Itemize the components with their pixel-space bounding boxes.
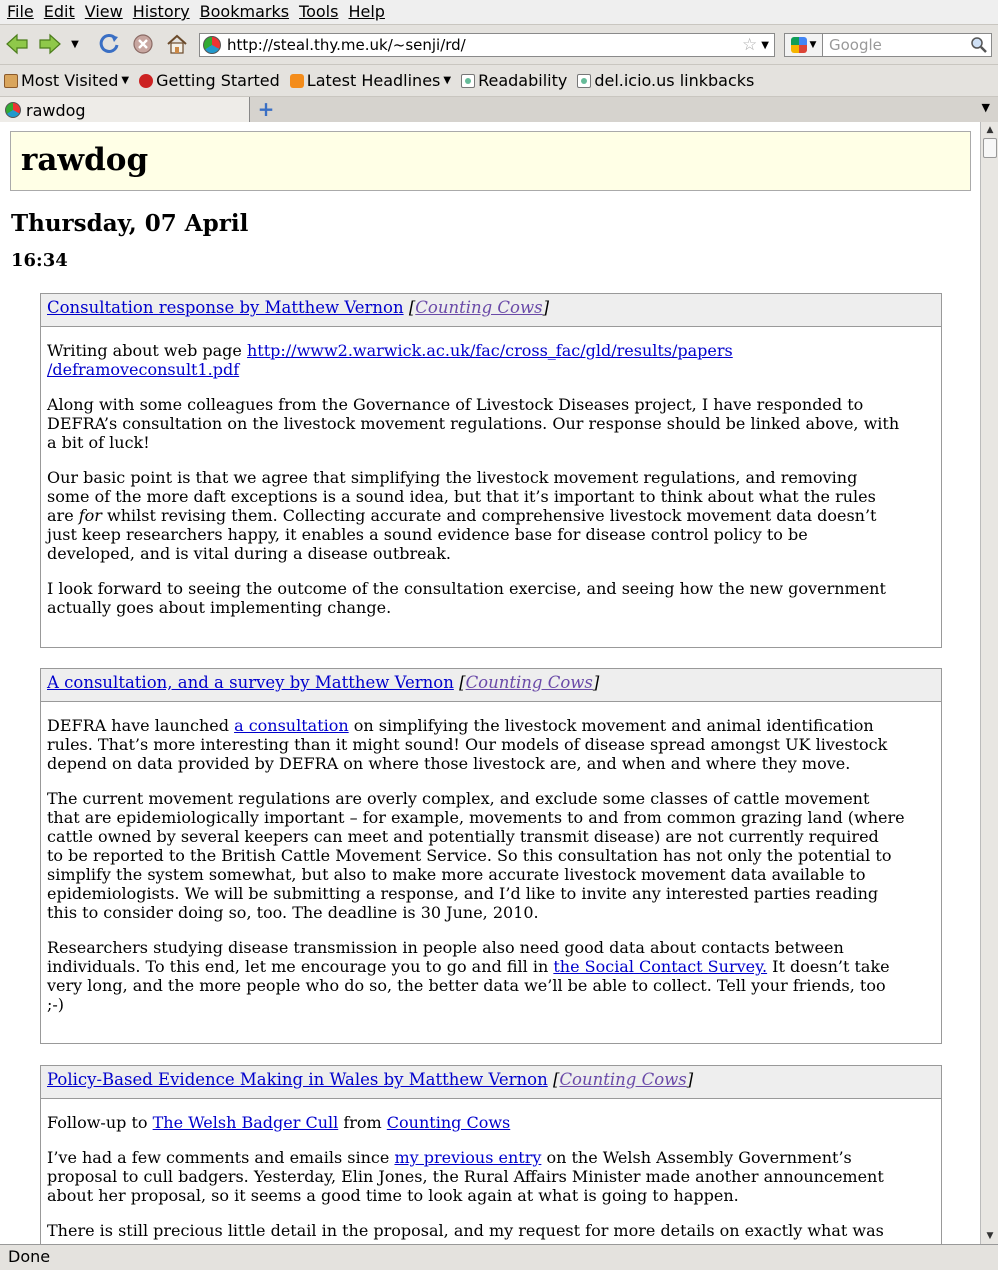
item-text: Writing about web page — [47, 341, 247, 360]
item-text: individuals. To this end, let me encourage you to go and fill in — [47, 957, 554, 976]
social-contact-survey-link[interactable]: the Social Contact Survey. — [553, 957, 768, 976]
item-body — [41, 1099, 941, 1240]
item-text: There is still precious little detail in the proposal, and my request for more details on exactly what was — [47, 1221, 884, 1240]
item-text: some of the more daft exceptions is a sound idea, but that it’s important to think about what the rules — [47, 487, 876, 506]
item-text: cattle owned by several keepers can meet and potentially transmit disease) are not currently required — [47, 827, 879, 846]
status-bar — [0, 1244, 998, 1270]
feed-bracket-open: [ — [459, 673, 466, 692]
item-text: DEFRA’s consultation on the livestock movement regulations. Our response should be linked above, with — [47, 414, 900, 433]
reload-icon — [98, 33, 120, 55]
bookmark-label: Latest Headlines — [306, 71, 441, 90]
forward-button[interactable] — [37, 31, 63, 57]
item-text: whilst revising them. Collecting accurate and comprehensive livestock movement data doesn’t — [101, 506, 877, 525]
tab-list-button[interactable] — [982, 101, 990, 114]
item-text: about her proposal, so it seems a good time to look again at what is going to happen. — [47, 1186, 739, 1205]
item-paragraph — [47, 716, 935, 773]
url-bar[interactable] — [199, 33, 775, 57]
search-input[interactable] — [827, 35, 970, 55]
navigation-toolbar — [0, 24, 998, 64]
page-header — [10, 131, 971, 191]
item-text: to be reported to the British Cattle Movement Service. So this consultation has not only the potential to — [47, 846, 892, 865]
item-paragraph — [47, 1148, 935, 1205]
item-text: on the Welsh Assembly Government’s — [541, 1148, 852, 1167]
menu-help-label: Help — [348, 2, 385, 21]
item-body — [41, 327, 941, 617]
item-paragraph — [47, 1113, 935, 1132]
page-viewport — [0, 122, 980, 1244]
item-paragraph — [47, 395, 935, 452]
bookmarks-toolbar — [0, 64, 998, 96]
menu-file[interactable] — [2, 1, 39, 23]
item-body — [41, 702, 941, 1014]
feed-bracket-close: ] — [686, 1070, 694, 1089]
reload-button[interactable] — [96, 31, 122, 57]
menu-view[interactable] — [80, 1, 128, 23]
feed-bracket-open: [ — [553, 1070, 560, 1089]
item-title-link[interactable]: A consultation, and a survey by Matthew Vernon — [47, 673, 454, 692]
stop-icon — [132, 33, 154, 55]
bookmark-label: Readability — [478, 71, 568, 90]
feed-name-link[interactable]: Counting Cows — [465, 673, 593, 692]
tab-rawdog[interactable] — [0, 97, 250, 123]
item-text: developed, and is vital during a disease outbreak. — [47, 544, 451, 563]
menu-edit-label: Edit — [43, 2, 75, 21]
item-text: epidemiologists. We will be submitting a response, and I’d like to invite any interested parties reading — [47, 884, 879, 903]
item-paragraph — [47, 938, 935, 1014]
bookmark-star-icon[interactable]: ☆ — [742, 35, 758, 55]
item-text: on simplifying the livestock movement and animal identification — [348, 716, 874, 735]
consultation-link[interactable]: a consultation — [234, 716, 349, 735]
item-text: rules. That’s more interesting than it might sound! Our models of disease spread amongst UK livestock — [47, 735, 888, 754]
status-text: Done — [8, 1247, 51, 1266]
back-arrow-icon — [5, 33, 29, 55]
bookmark-delicious-linkbacks[interactable] — [577, 71, 754, 90]
menu-tools-label: Tools — [299, 2, 339, 21]
plus-icon: + — [257, 97, 275, 121]
history-dropdown-button[interactable] — [66, 31, 84, 57]
item-text: Follow-up to — [47, 1113, 153, 1132]
bookmark-getting-started[interactable] — [139, 71, 280, 90]
menu-file-label: File — [7, 2, 34, 21]
site-favicon-icon — [203, 36, 221, 54]
item-text: It doesn’t take — [767, 957, 890, 976]
feed-item — [40, 293, 942, 648]
menu-history[interactable] — [128, 1, 195, 23]
menu-bookmarks[interactable] — [195, 1, 294, 23]
google-logo-icon — [791, 37, 807, 53]
menu-help[interactable] — [343, 1, 389, 23]
page-title: rawdog — [21, 142, 149, 178]
tab-label: rawdog — [26, 100, 86, 120]
search-engine-dropdown-icon: ▼ — [809, 40, 817, 50]
home-icon — [166, 33, 188, 55]
new-tab-button[interactable] — [256, 98, 276, 120]
item-text: ;-) — [47, 995, 65, 1014]
forward-arrow-icon — [38, 33, 62, 55]
item-text: that are epidemiologically important – for example, movements to and from common grazing land (where — [47, 808, 905, 827]
item-text: DEFRA have launched — [47, 716, 235, 735]
chevron-down-icon: ▼ — [981, 101, 990, 114]
previous-entry-link[interactable]: my previous entry — [394, 1148, 542, 1167]
folder-icon — [4, 74, 18, 88]
item-title-bar — [41, 1066, 941, 1099]
menubar — [0, 0, 998, 24]
menu-tools[interactable] — [294, 1, 343, 23]
bookmark-label: Getting Started — [156, 71, 280, 90]
item-text: Along with some colleagues from the Governance of Livestock Diseases project, I have responded to — [47, 395, 864, 414]
scroll-up-icon[interactable]: ▲ — [986, 125, 994, 135]
item-text: I look forward to seeing the outcome of the consultation exercise, and seeing how the new government — [47, 579, 886, 598]
day-heading: Thursday, 07 April — [11, 210, 249, 237]
menu-edit[interactable] — [39, 1, 80, 23]
item-title-bar — [41, 669, 941, 702]
web-page-link-cont[interactable]: /deframoveconsult1.pdf — [47, 360, 240, 379]
item-text: depend on data provided by DEFRA on where those livestock are, and when and where they move. — [47, 754, 851, 773]
dropdown-arrow-icon: ▼ — [71, 38, 79, 50]
counting-cows-link[interactable]: Counting Cows — [386, 1113, 511, 1132]
rss-icon — [290, 74, 304, 88]
item-paragraph — [47, 789, 935, 922]
menu-view-label: View — [84, 2, 123, 21]
back-button[interactable] — [4, 31, 30, 57]
item-text: are — [47, 506, 79, 525]
feed-name-link[interactable]: Counting Cows — [559, 1070, 687, 1089]
item-text: The current movement regulations are overly complex, and exclude some classes of cattle movement — [47, 789, 870, 808]
item-emphasis: for — [78, 506, 102, 525]
bookmark-label: Most Visited — [21, 71, 119, 90]
item-text: I’ve had a few comments and emails since — [47, 1148, 395, 1167]
item-paragraph — [47, 341, 935, 379]
url-text: http://steal.thy.me.uk/~senji/rd/ — [227, 36, 466, 54]
feed-name-link[interactable]: Counting Cows — [415, 298, 543, 317]
item-title-bar — [41, 294, 941, 327]
feed-bracket-close: ] — [542, 298, 550, 317]
item-text: a bit of luck! — [47, 433, 150, 452]
search-engine-selector[interactable] — [784, 33, 822, 57]
feed-item — [40, 668, 942, 1044]
web-page-link[interactable]: http://www2.warwick.ac.uk/fac/cross_fac/gld/results/papers — [246, 341, 733, 360]
vertical-scrollbar[interactable] — [980, 122, 998, 1244]
scroll-down-icon[interactable]: ▼ — [986, 1231, 994, 1241]
bookmark-readability[interactable] — [461, 71, 567, 90]
item-paragraph — [47, 1221, 935, 1240]
item-text: simplify the system somewhat, but also to make more accurate livestock movement data available to — [47, 865, 866, 884]
tab-bar — [0, 96, 998, 122]
search-box — [822, 33, 992, 57]
url-dropdown-icon[interactable]: ▼ — [761, 39, 769, 51]
tab-favicon-icon — [5, 102, 21, 118]
bookmark-most-visited[interactable] — [4, 71, 129, 90]
bookmark-label: del.icio.us linkbacks — [594, 71, 755, 90]
firefox-icon — [139, 74, 153, 88]
bookmark-page-icon — [577, 74, 591, 88]
stop-button[interactable] — [130, 31, 156, 57]
welsh-badger-cull-link[interactable]: The Welsh Badger Cull — [152, 1113, 339, 1132]
search-icon[interactable] — [970, 36, 988, 54]
item-text: proposal to cull badgers. Yesterday, Elin Jones, the Rural Affairs Minister made another announcement — [47, 1167, 884, 1186]
bookmark-latest-headlines[interactable] — [290, 71, 451, 90]
feed-bracket-open: [ — [408, 298, 416, 317]
item-title-link[interactable]: Consultation response by Matthew Vernon — [47, 298, 404, 317]
item-text: Researchers studying disease transmission in people also need good data about contacts between — [47, 938, 844, 957]
feed-bracket-close: ] — [592, 673, 600, 692]
item-title-link[interactable]: Policy-Based Evidence Making in Wales by Matthew Vernon — [47, 1070, 548, 1089]
chevron-down-icon: ▼ — [121, 75, 130, 86]
item-text: actually goes about implementing change. — [47, 598, 392, 617]
item-text: just keep researchers happy, it enables a sound evidence base for disease control policy to be — [47, 525, 808, 544]
item-paragraph — [47, 579, 935, 617]
chevron-down-icon: ▼ — [443, 75, 452, 86]
feed-item — [40, 1065, 942, 1244]
item-text: from — [338, 1113, 387, 1132]
menu-history-label: History — [132, 2, 190, 21]
bookmark-page-icon — [461, 74, 475, 88]
item-text: very long, and the more people who do so, the better data we’ll be able to collect. Tell your friends, too — [47, 976, 886, 995]
home-button[interactable] — [164, 31, 190, 57]
time-heading: 16:34 — [11, 250, 68, 271]
item-text: Our basic point is that we agree that simplifying the livestock movement regulations, and removing — [47, 468, 858, 487]
scrollbar-thumb[interactable] — [983, 138, 997, 158]
item-text: this to consider doing so, too. The deadline is 30 June, 2010. — [47, 903, 539, 922]
item-paragraph — [47, 468, 935, 563]
menu-bookmarks-label: Bookmarks — [199, 2, 290, 21]
